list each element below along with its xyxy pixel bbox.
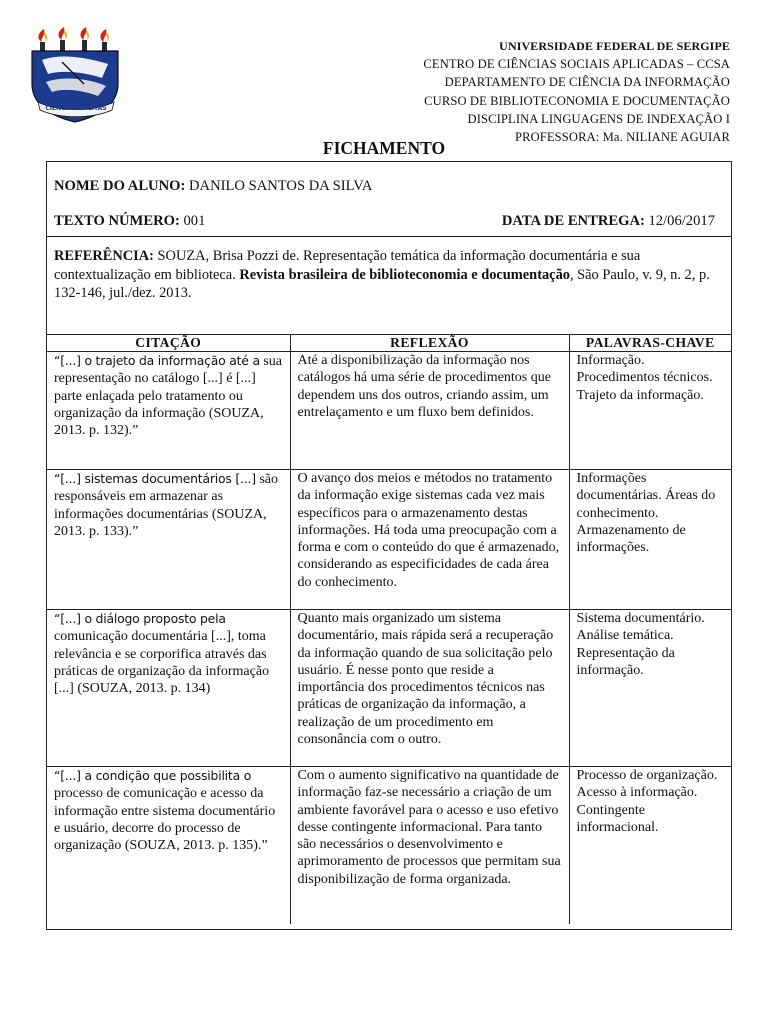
column-header-keywords: PALAVRAS-CHAVE xyxy=(569,335,731,352)
keywords-cell: Informação. Procedimentos técnicos. Trajeto da informação. xyxy=(569,352,731,470)
student-info-section xyxy=(47,162,731,237)
university-name: UNIVERSIDADE FEDERAL DE SERGIPE xyxy=(499,39,730,53)
delivery-date-value: 12/06/2017 xyxy=(644,213,715,229)
citation-table xyxy=(47,335,731,924)
text-number-line xyxy=(54,213,205,230)
citation-cell xyxy=(47,470,290,610)
professor-name: PROFESSORA: Ma. NILIANE AGUIAR xyxy=(514,130,730,145)
course-name: CURSO DE BIBLIOTECONOMIA E DOCUMENTAÇÃO xyxy=(424,93,730,108)
table-row xyxy=(47,767,731,924)
student-name-value: DANILO SANTOS DA SILVA xyxy=(185,178,373,194)
column-header-citation: CITAÇÃO xyxy=(47,335,290,352)
table-row xyxy=(47,610,731,767)
citation-opening: “[...] o trajeto da informação até a xyxy=(54,353,260,368)
university-logo xyxy=(22,26,134,126)
citation-cell xyxy=(47,767,290,924)
student-name-label: NOME DO ALUNO: xyxy=(54,178,186,194)
institution-header xyxy=(423,37,730,146)
keywords-cell: Processo de organização. Acesso à informação. Contingente informacional. xyxy=(569,767,731,924)
discipline-name: DISCIPLINA LINGUAGENS DE INDEXAÇÃO I xyxy=(467,111,730,126)
reflection-cell: Até a disponibilização da informação nos catálogos há uma série de procedimentos que dependem uns dos outros, criando assim, um entrelaçamento e um fluxo bem definidos. xyxy=(290,352,569,470)
reference-journal: Revista brasileira de biblioteconomia e documentação xyxy=(239,266,570,283)
student-name-line xyxy=(54,178,372,195)
reference-text-start: SOUZA, Brisa Pozzi de. Representação temática da informação documentária e sua contextualização em biblioteca. xyxy=(54,248,641,283)
reflection-cell: O avanço dos meios e métodos no tratamento da informação exige sistemas cada vez mais específicos para o armazenamento destas informações. Há toda uma preocupação com a forma e com o conteúdo do que é armazenado, considerando as especificidades de cada área do conhecimento. xyxy=(290,470,569,610)
citation-text: são responsáveis em armazenar as informações documentárias (SOUZA, 2013. p. 133).” xyxy=(54,472,279,539)
keywords-cell: Informações documentárias. Áreas do conhecimento. Armazenamento de informações. xyxy=(569,470,731,610)
keywords-cell: Sistema documentário. Análise temática. Representação da informação. xyxy=(569,610,731,767)
citation-cell xyxy=(47,352,290,470)
column-header-reflection: REFLEXÃO xyxy=(290,335,569,352)
document-title: FICHAMENTO xyxy=(322,138,446,158)
citation-opening: “[...] a condição que possibilita o xyxy=(54,768,252,783)
citation-text: processo de comunicação e acesso da informação entre sistema documentário e usuário, decorre do processo de organização (SOUZA, 2013. p. 135).” xyxy=(54,786,276,854)
table-row xyxy=(47,470,731,610)
citation-text: comunicação documentária [...], toma relevância e se corporifica através das práticas de organização da informação [...] (SOUZA, 2013. p. 134) xyxy=(54,629,270,697)
delivery-date-label: DATA DE ENTREGA: xyxy=(501,213,645,229)
reference-section xyxy=(47,237,731,335)
citation-cell xyxy=(47,610,290,767)
delivery-date-line xyxy=(502,213,715,230)
reflection-cell: Com o aumento significativo na quantidade de informação faz-se necessário a criação de um ambiente favorável para o acesso e uso efetivo desse contingente informacional. Para tanto são necessários o desenvolvimento e aprimoramento de processos que permitam sua disponibilização de forma organizada. xyxy=(290,767,569,924)
text-number-value: 001 xyxy=(179,213,206,229)
torches-icon xyxy=(39,27,110,51)
table-header-row xyxy=(47,335,731,352)
center-name: CENTRO DE CIÊNCIAS SOCIAIS APLICADAS – CCSA xyxy=(423,57,730,72)
reference-text-end: , São Paulo, v. 9, n. 2, p. 132-146, jul./dez. 2013. xyxy=(54,266,710,301)
citation-opening: “[...] o diálogo proposto pela xyxy=(54,611,226,626)
svg-text:CIENCIA CIVILITAS: CIENCIA CIVILITAS xyxy=(45,105,107,112)
reflection-cell: Quanto mais organizado um sistema documentário, mais rápida será a recuperação da informação quando de sua solicitação pelo usuário. É nesse ponto que reside a importância dos procedimentos técnicos nas práticas de organização da informação, a realização de um procedimento em consonância com o outro. xyxy=(290,610,569,767)
text-number-label: TEXTO NÚMERO: xyxy=(54,213,180,229)
citation-text: sua representação no catálogo [...] é [...] parte enlaçada pelo tratamento ou organização da informação (SOUZA, 2013. p. 132).” xyxy=(54,354,283,439)
department-name: DEPARTAMENTO DE CIÊNCIA DA INFORMAÇÃO xyxy=(444,75,730,90)
table-row xyxy=(47,352,731,470)
citation-opening: “[...] sistemas documentários [...] xyxy=(54,471,256,486)
fichamento-form xyxy=(46,161,732,930)
reference-label: REFERÊNCIA: xyxy=(54,248,154,264)
